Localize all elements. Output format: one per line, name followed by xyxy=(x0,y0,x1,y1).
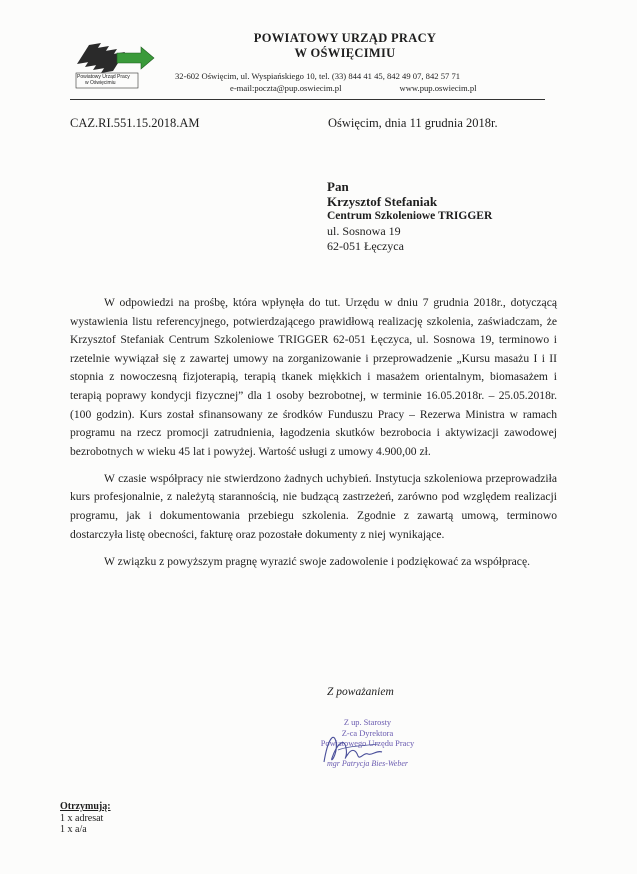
handwritten-signature xyxy=(318,728,388,770)
letter-date: Oświęcim, dnia 11 grudnia 2018r. xyxy=(328,116,498,130)
addressee-city: 62-051 Łęczyca xyxy=(327,239,404,253)
addressee-salutation: Pan xyxy=(327,179,349,194)
email-address: e-mail:poczta@pup.oswiecim.pl xyxy=(230,83,342,93)
distribution-title: Otrzymują: xyxy=(60,801,111,812)
closing-phrase: Z poważaniem xyxy=(327,686,394,698)
body-paragraph-2: W czasie współpracy nie stwierdzono żadnych uchybień. Instytucja szkoleniowa przeprowadziła kurs profesjonalnie, z należytą starannością, nie budzącą zastrzeżeń, zarówno pod względem realizacji programu, jak i dokumentowania przebiegu szkolenia. Zgodnie z zawartą umową, terminowo dostarczyła listę obecności, fakturę oraz pozostałe dokumenty z niej wynikające. xyxy=(70,471,557,541)
reference-number: CAZ.RI.551.15.2018.AM xyxy=(70,116,200,130)
addressee-name: Krzysztof Stefaniak xyxy=(327,194,438,209)
body-paragraph-3: W związku z powyższym pragnę wyrazić swoje zadowolenie i podziękować za współpracę. xyxy=(104,554,531,568)
logo-caption: Powiatowy Urząd Pracy w Oświęcimiu xyxy=(77,74,130,86)
body-paragraph-1: W odpowiedzi na prośbę, która wpłynęła do tut. Urzędu w dniu 7 grudnia 2018r., dotyczącą wystawienia listu referencyjnego, potwierdzającego prawidłową realizację szkolenia, zaświadczam, że Krzysztof Stefaniak Centrum Szkoleniowe TRIGGER 62-051 Łęczyca, ul. Sosnowa 19, terminowo i rzetelnie wywiązał się z zawartej umowy na zorganizowanie i przeprowadzenie „Kursu masażu I i II stopnia z nowoczesną fizjoterapią, terapią tkanek miękkich i masażem orientalnym, biomasażem i terapią poprawy kondycji fizycznej” dla 1 osoby bezrobotnej, w terminie 16.05.2018r. – 25.05.2018r. (100 godzin). Kurs został sfinansowany ze środków Funduszu Pracy – Rezerwa Ministra w ramach programu na rzecz promocji zatrudnienia, łagodzenia skutków bezrobocia i aktywizacji zawodowej bezrobotnych w wieku 45 lat i powyżej. Wartość usługi z umowy 4.900,00 zł. xyxy=(70,296,557,458)
addressee-company: Centrum Szkoleniowe TRIGGER xyxy=(327,210,493,222)
letter-body xyxy=(70,294,557,580)
distribution-item: 1 x a/a xyxy=(60,824,87,835)
header-divider xyxy=(70,99,545,100)
organization-name: POWIATOWY URZĄD PRACY W OŚWIĘCIMIU xyxy=(253,31,437,60)
addressee-street: ul. Sosnowa 19 xyxy=(327,224,401,238)
organization-address: 32-602 Oświęcim, ul. Wyspiańskiego 10, tel. (33) 844 41 45, 842 49 07, 842 57 71 xyxy=(175,71,461,81)
official-stamp: Z up. Starosty Z-ca Dyrektora Powiatowego Urzędu Pracy mgr Patrycja Bies-Weber xyxy=(320,718,415,768)
website-address: www.pup.oswiecim.pl xyxy=(399,83,477,93)
distribution-list xyxy=(60,801,111,836)
organization-contact xyxy=(230,83,477,94)
addressee-block xyxy=(327,179,492,254)
distribution-item: 1 x adresat xyxy=(60,812,104,824)
